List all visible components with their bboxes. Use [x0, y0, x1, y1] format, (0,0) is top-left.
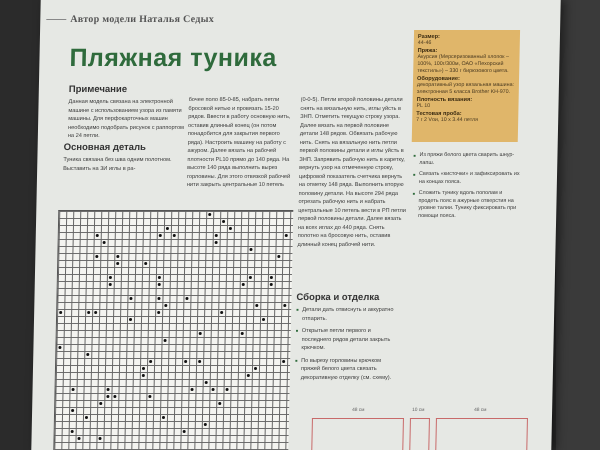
pattern-stitch-dot: [173, 234, 176, 237]
schematic-neck: [409, 418, 430, 450]
knitting-pattern-chart: [53, 210, 293, 450]
pattern-stitch-dot: [183, 430, 186, 433]
yarn-value: Акурсия (Мерсеризованный хлопок – 100%, 100г/300м, ОАО «Пехорский текстиль») – 330 г бирюзового цвета.: [417, 54, 510, 74]
pattern-stitch-dot: [109, 276, 112, 279]
pattern-stitch-dot: [159, 234, 162, 237]
yarn-label: Пряжа:: [417, 48, 438, 54]
pattern-stitch-dot: [129, 318, 132, 321]
pattern-stitch-dot: [142, 374, 145, 377]
pattern-stitch-dot: [113, 395, 116, 398]
pattern-stitch-dot: [255, 304, 258, 307]
pattern-stitch-dot: [282, 360, 285, 363]
pattern-stitch-dot: [109, 283, 112, 286]
assembly-heading: Сборка и отделка: [296, 292, 380, 303]
pattern-stitch-dot: [59, 311, 62, 314]
main-part-text: Туника связана без шва одним полотном. Выставить на 3И иглы в ра-: [63, 157, 172, 172]
pattern-stitch-dot: [249, 248, 252, 251]
tunic-schematic: [301, 408, 530, 450]
density-value: PL 10: [416, 103, 431, 109]
equipment-label: Оборудование:: [416, 76, 460, 82]
measure-mid: 10 см: [412, 408, 425, 413]
pattern-stitch-dot: [85, 416, 88, 419]
pattern-stitch-dot: [162, 416, 165, 419]
main-part-heading: Основная деталь: [63, 142, 147, 153]
pattern-stitch-dot: [95, 255, 98, 258]
pattern-stitch-dot: [283, 304, 286, 307]
pattern-stitch-dot: [262, 318, 265, 321]
pattern-stitch-dot: [96, 234, 99, 237]
note-heading: Примечание: [68, 84, 128, 95]
schematic-right-panel: [435, 418, 528, 450]
size-label: Размер:: [417, 34, 441, 40]
assembly-item: ■ По вырезу горловины крючком пряжей белого цвета связать декоративную отделку (см. схему).: [295, 357, 400, 383]
measure-left: 48 см: [352, 408, 365, 413]
pattern-stitch-dot: [185, 297, 188, 300]
pattern-stitch-dot: [142, 367, 145, 370]
equipment-value: декоративный узор вязальная машина: электронная 5 класса Brother KH-970.: [416, 82, 515, 95]
pattern-stitch-dot: [198, 360, 201, 363]
pattern-stitch-dot: [58, 346, 61, 349]
note-text: Данная модель связана на электронной машине с использованием узора из памяти машины. Для перфокарточных машин необходимо подобрать рисунок с раппортом на 24 петли.: [67, 99, 185, 139]
side-note: ■ Связать «кисточки» и зафиксировать их на концах пояса.: [413, 171, 523, 186]
pattern-stitch-dot: [285, 234, 288, 237]
side-notes: [412, 152, 524, 224]
pattern-stitch-dot: [149, 360, 152, 363]
materials-sidebar: [412, 30, 520, 142]
pattern-stitch-dot: [71, 430, 74, 433]
pattern-stitch-dot: [86, 353, 89, 356]
pattern-stitch-dot: [103, 241, 106, 244]
pattern-stitch-dot: [204, 423, 207, 426]
pattern-stitch-dot: [247, 374, 250, 377]
swatch-value: 7 г 2 Vои, 10 х 3.44 петля: [416, 117, 479, 123]
assembly-list: [295, 306, 401, 386]
pattern-stitch-dot: [218, 402, 221, 405]
pattern-stitch-dot: [77, 437, 80, 440]
pattern-stitch-dot: [98, 437, 101, 440]
size-value: 44-46: [417, 40, 432, 46]
pattern-stitch-dot: [164, 304, 167, 307]
pattern-stitch-dot: [157, 297, 160, 300]
pattern-stitch-dot: [205, 381, 208, 384]
pattern-stitch-dot: [184, 360, 187, 363]
pattern-stitch-dot: [215, 241, 218, 244]
pattern-stitch-dot: [158, 276, 161, 279]
pattern-stitch-dot: [220, 311, 223, 314]
pattern-stitch-dot: [241, 332, 244, 335]
pattern-stitch-dot: [164, 339, 167, 342]
pattern-stitch-dot: [242, 283, 245, 286]
pattern-stitch-dot: [249, 276, 252, 279]
assembly-item: ■ Открытые петли первого и последнего рядов детали закрыть крючком.: [295, 327, 400, 353]
pattern-stitch-dot: [72, 388, 75, 391]
density-label: Плотность вязания:: [416, 97, 473, 103]
assembly-item: ■ Детали дать отвиснуть и аккуратно отпарить.: [296, 306, 400, 323]
page-title: Пляжная туника: [69, 44, 278, 72]
measure-right: 48 см: [474, 408, 487, 413]
pattern-stitch-dot: [229, 227, 232, 230]
schematic-left-panel: [311, 418, 404, 450]
pattern-stitch-dot: [94, 311, 97, 314]
pattern-stitch-dot: [208, 213, 211, 216]
pattern-stitch-dot: [166, 227, 169, 230]
pattern-stitch-dot: [254, 367, 257, 370]
middle-column-text: бочее поло 85-0-85, набрать петли бросовой нитью и провязать 15-20 рядов. Ввести в работу основную нить, оставив длинный конец (он потом понадобится для закрытия первого ряда). Настроить машину на работу с ажуром. Далее вязать на рабочей плотности PL10 прямо до 140 ряда. На высоте 140 ряда выполнить вырез горловины. Для этого отвязкой рабочей нити закрыть центральные 10 петель: [186, 97, 291, 188]
pattern-stitch-dot: [222, 220, 225, 223]
pattern-stitch-dot: [148, 395, 151, 398]
pattern-stitch-dot: [106, 395, 109, 398]
pattern-stitch-dot: [199, 332, 202, 335]
pattern-stitch-dot: [277, 255, 280, 258]
swatch-label: Тестовая проба:: [416, 111, 462, 117]
author-line: Автор модели Наталья Седых: [70, 14, 215, 25]
pattern-stitch-dot: [226, 388, 229, 391]
pattern-stitch-dot: [191, 388, 194, 391]
pattern-stitch-dot: [87, 311, 90, 314]
pattern-stitch-dot: [116, 262, 119, 265]
pattern-stitch-dot: [270, 276, 273, 279]
pattern-stitch-dot: [99, 402, 102, 405]
right-column-text: (0-0-5). Петли второй половины детали снять на вязальную нить, иглы уйсть в ЗНП. Отметить текущую строку узора. Далее вязать на первой половине детали 148 рядов. Обвязать рабочую нить. Снять на вязальную нить петли первой половины детали и иглы уйсть в ЗНП. Запрявить рабочую нить в каретку, вернуть узор на отмеченную строку, цифровой показатель счетчика вернуть на отметку 148 ряда. Выполнить вторую половину детали. На высоте 294 ряда отрезать рабочую нить и набрать центральные 10 петель вести в РП петли первой половины детали. Далее вязать на всех иглах до 440 ряда. Снять полотно на бросовую нить, оставив длинный конец рабочей нити.: [297, 97, 407, 248]
pattern-stitch-dot: [157, 311, 160, 314]
pattern-stitch-dot: [71, 409, 74, 412]
pattern-stitch-dot: [212, 388, 215, 391]
side-note: ■ Из пряжи белого цвета сварить шнур-лапш.: [413, 152, 523, 167]
pattern-stitch-dot: [116, 255, 119, 258]
pattern-stitch-dot: [270, 283, 273, 286]
magazine-page: [31, 0, 560, 450]
side-note: ■ Сложить тунику вдоль пополам и продеть пояс в ажурные отверстия на уровне талии. Тунику фиксировать при помощи пояса.: [412, 190, 523, 220]
pattern-stitch-dot: [158, 283, 161, 286]
pattern-stitch-dot: [129, 297, 132, 300]
background-edge: [556, 0, 600, 450]
pattern-stitch-dot: [215, 234, 218, 237]
pattern-stitch-dot: [144, 262, 147, 265]
pattern-stitch-dot: [107, 388, 110, 391]
